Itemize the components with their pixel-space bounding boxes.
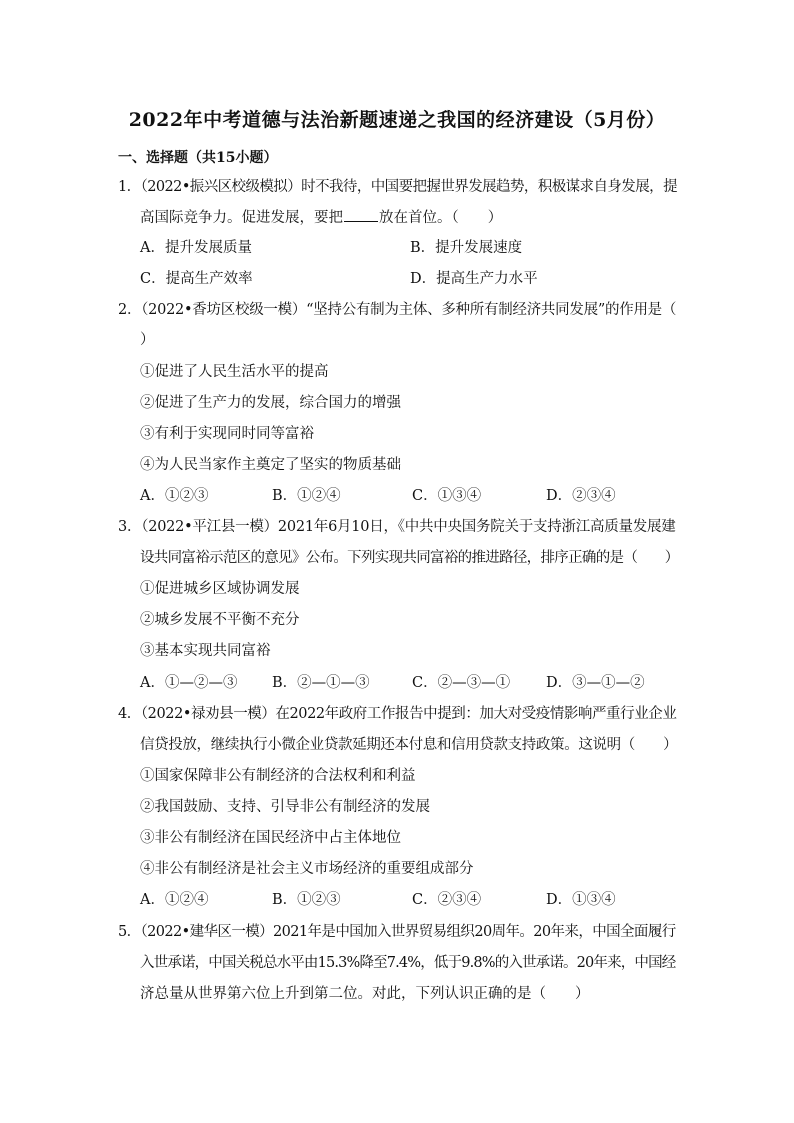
question-1-option-a: A．提升发展质量 [140,240,252,256]
question-3-item-2: ②城乡发展不平衡不充分 [140,612,300,628]
question-4-line-2: 信贷投放，继续执行小微企业贷款延期还本付息和信用贷款支持政策。这说明（ ） [140,737,678,753]
question-1-option-c: C．提高生产效率 [140,271,253,287]
question-1-text-post: 放在首位。（ ） [379,210,503,226]
question-4-item-2: ②我国鼓励、支持、引导非公有制经济的发展 [140,799,430,815]
question-2-line-2: ） [140,332,155,348]
section-heading: 一、选择题（共15小题） [118,150,278,166]
question-1-line-1: 1．（2022•振兴区校级模拟）时不我待，中国要把握世界发展趋势，积极谋求自身发展，提 [118,179,677,195]
question-2-item-1: ①促进了人民生活水平的提高 [140,364,329,380]
question-4-line-1: 4．（2022•禄劝县一模）在2022年政府工作报告中提到：加大对受疫情影响严重行业企业 [118,706,677,722]
question-3-option-b: B．②—①—③ [272,675,370,691]
question-2-option-d: D．②③④ [546,488,616,504]
question-5-line-3: 济总量从世界第六位上升到第二位。对此，下列认识正确的是（ ） [140,986,590,1002]
question-3-line-1: 3．（2022•平江县一模）2021年6月10日，《中共中央国务院关于支持浙江高质量发展建 [118,519,676,535]
question-2-item-2: ②促进了生产力的发展，综合国力的增强 [140,395,401,411]
question-4-item-4: ④非公有制经济是社会主义市场经济的重要组成部分 [140,861,474,877]
question-2-option-a: A．①②③ [140,488,209,504]
question-2-item-3: ③有利于实现同时同等富裕 [140,426,314,442]
question-1-option-b: B．提升发展速度 [410,240,523,256]
question-4-item-3: ③非公有制经济在国民经济中占主体地位 [140,830,401,846]
question-4-option-b: B．①②③ [272,892,341,908]
question-3-line-2: 设共同富裕示范区的意见》公布。下列实现共同富裕的推进路径，排序正确的是（ ） [140,550,679,566]
question-1-line-2 [140,207,502,228]
question-4-option-c: C．②③④ [412,892,482,908]
question-3-option-c: C．②—③—① [412,675,511,691]
fill-blank [344,207,378,222]
question-4-option-d: D．①③④ [546,892,616,908]
question-1-option-d: D．提高生产力水平 [410,271,538,287]
question-5-line-2: 入世承诺，中国关税总水平由15.3%降至7.4%，低于9.8%的入世承诺。20年来，中国经 [140,955,676,971]
page-title: 2022年中考道德与法治新题速递之我国的经济建设（5月份） [128,109,666,131]
question-2-option-c: C．①③④ [412,488,482,504]
question-4-item-1: ①国家保障非公有制经济的合法权利和利益 [140,768,416,784]
question-3-item-1: ①促进城乡区域协调发展 [140,581,300,597]
question-1-text-pre: 高国际竞争力。促进发展，要把 [140,210,343,226]
question-3-item-3: ③基本实现共同富裕 [140,643,271,659]
question-4-option-a: A．①②④ [140,892,209,908]
question-2-option-b: B．①②④ [272,488,341,504]
question-3-option-d: D．③—①—② [546,675,645,691]
question-3-option-a: A．①—②—③ [140,675,238,691]
question-5-line-1: 5．（2022•建华区一模）2021年是中国加入世界贸易组织20周年。20年来，中国全面履行 [118,924,676,940]
question-2-line-1: 2．（2022•香坊区校级一模）“坚持公有制为主体、多种所有制经济共同发展”的作用是（ [118,302,677,318]
question-2-item-4: ④为人民当家作主奠定了坚实的物质基础 [140,457,401,473]
